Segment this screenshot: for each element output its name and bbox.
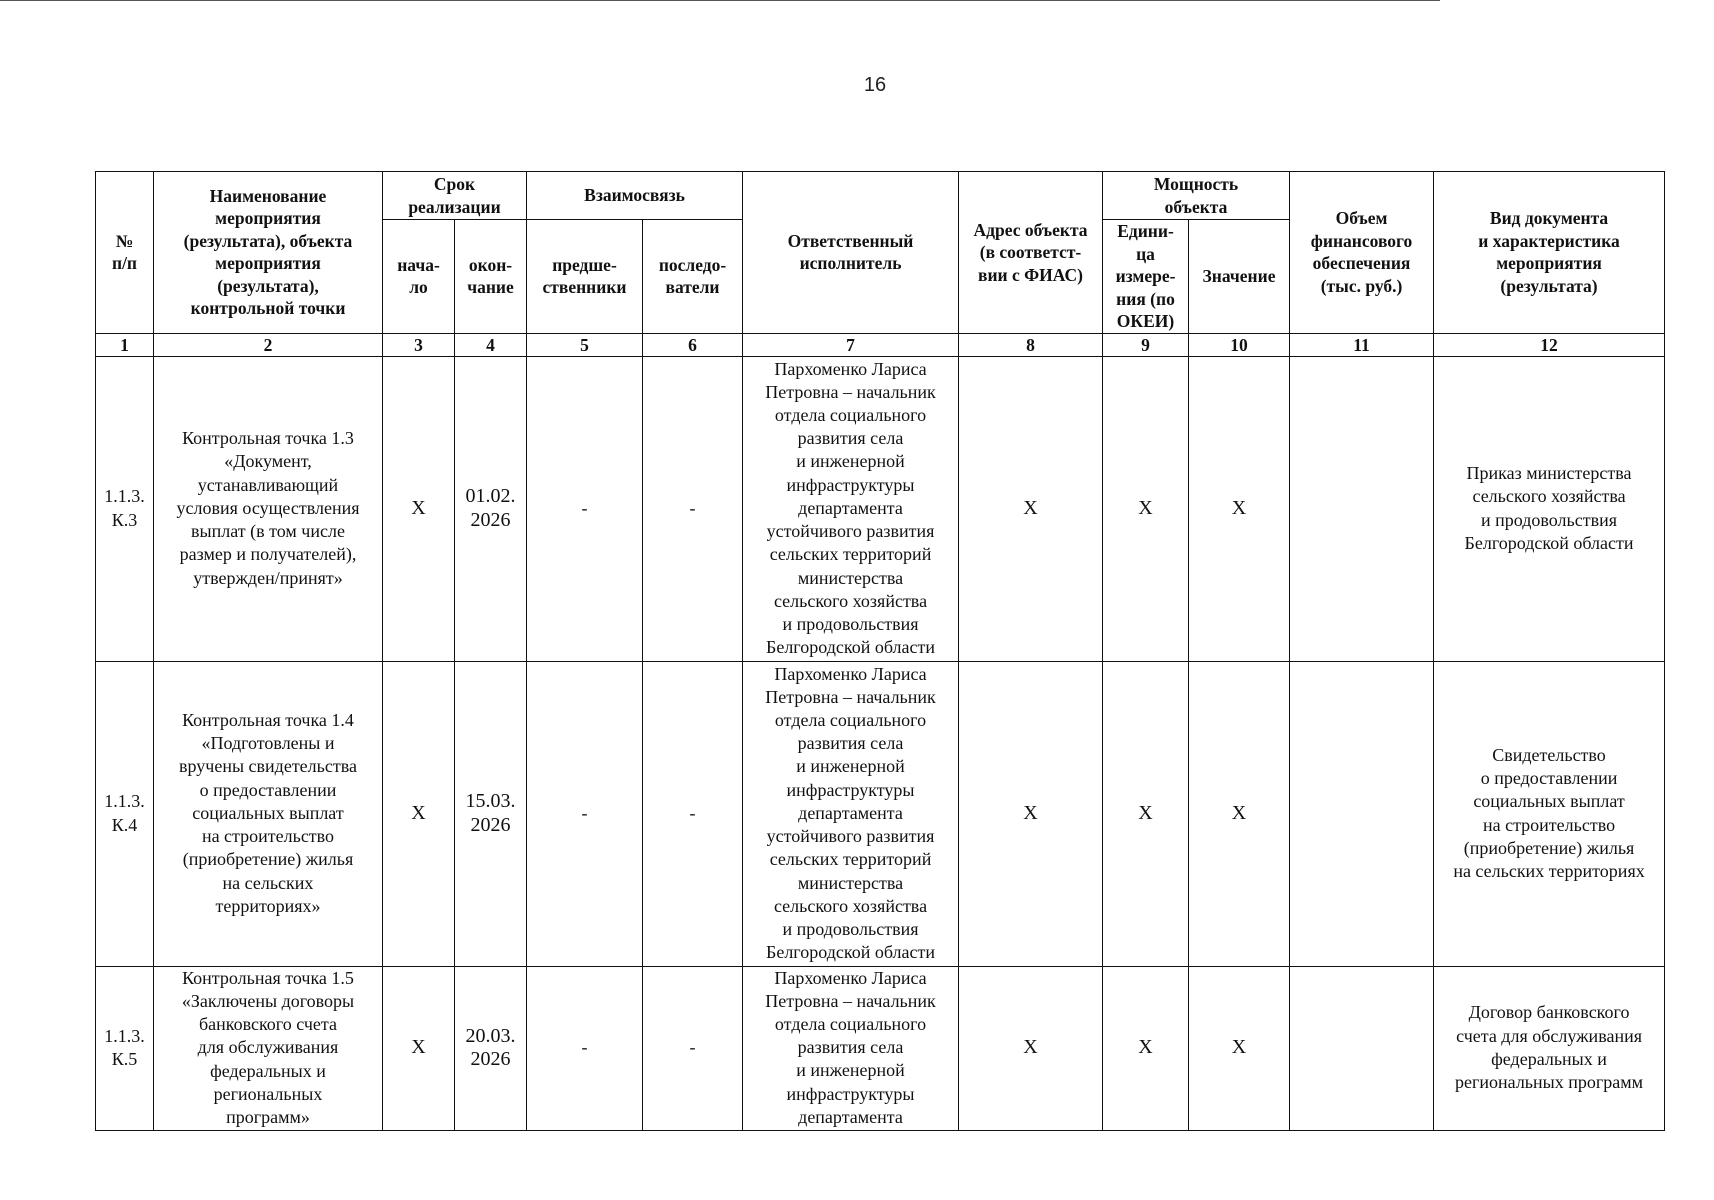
- header-term-group: Срок реализации: [383, 172, 527, 220]
- row-num: 1.1.3. К.3: [96, 356, 154, 661]
- row-end: 20.03. 2026: [455, 966, 527, 1130]
- row-start: Х: [383, 966, 455, 1130]
- schedule-table: [95, 171, 1665, 1131]
- header-link-pred: предше- ственники: [527, 220, 643, 334]
- row-unit: Х: [1103, 966, 1189, 1130]
- row-value: Х: [1189, 661, 1290, 966]
- header-doc: Вид документа и характеристика мероприятия (результата): [1434, 172, 1665, 334]
- row-start: Х: [383, 356, 455, 661]
- column-number: 4: [455, 333, 527, 356]
- column-number: 1: [96, 333, 154, 356]
- column-number: 5: [527, 333, 643, 356]
- row-num: 1.1.3. К.5: [96, 966, 154, 1130]
- header-cap-unit: Едини- ца измере- ния (по ОКЕИ): [1103, 220, 1189, 334]
- row-document: Свидетельство о предоставлении социальных выплат на строительство (приобретение) жилья на сельских территориях: [1434, 661, 1665, 966]
- column-number: 11: [1290, 333, 1434, 356]
- row-address: Х: [959, 966, 1103, 1130]
- row-value: Х: [1189, 356, 1290, 661]
- header-capacity-group: Мощность объекта: [1103, 172, 1290, 220]
- header-row-top: [96, 172, 1665, 220]
- row-address: Х: [959, 356, 1103, 661]
- top-rule: [0, 0, 1440, 1]
- column-number: 10: [1189, 333, 1290, 356]
- row-unit: Х: [1103, 661, 1189, 966]
- row-name: Контрольная точка 1.5 «Заключены договоры банковского счета для обслуживания федеральных и региональных программ»: [154, 966, 383, 1130]
- row-end: 01.02. 2026: [455, 356, 527, 661]
- header-num: № п/п: [96, 172, 154, 334]
- row-responsible: Пархоменко Лариса Петровна – начальник отдела социального развития села и инженерной инфраструктуры департамента: [743, 966, 959, 1130]
- row-value: Х: [1189, 966, 1290, 1130]
- column-number: 7: [743, 333, 959, 356]
- header-finance: Объем финансового обеспечения (тыс. руб.): [1290, 172, 1434, 334]
- column-number: 8: [959, 333, 1103, 356]
- row-responsible: Пархоменко Лариса Петровна – начальник отдела социального развития села и инженерной инфраструктуры департамента устойчивого развития сельских территорий министерства сельского хозяйства и продовольствия Белгородской области: [743, 661, 959, 966]
- header-term-start: нача- ло: [383, 220, 455, 334]
- table-row: [96, 661, 1665, 966]
- header-link-succ: последо- ватели: [643, 220, 743, 334]
- header-responsible: Ответственный исполнитель: [743, 172, 959, 334]
- row-successors: -: [643, 966, 743, 1130]
- column-number-row: [96, 333, 1665, 356]
- row-finance: [1290, 966, 1434, 1130]
- header-link-group: Взаимосвязь: [527, 172, 743, 220]
- column-number: 9: [1103, 333, 1189, 356]
- row-responsible: Пархоменко Лариса Петровна – начальник отдела социального развития села и инженерной инфраструктуры департамента устойчивого развития сельских территорий министерства сельского хозяйства и продовольствия Белгородской области: [743, 356, 959, 661]
- row-num: 1.1.3. К.4: [96, 661, 154, 966]
- header-cap-value: Значение: [1189, 220, 1290, 334]
- row-document: Договор банковского счета для обслуживания федеральных и региональных программ: [1434, 966, 1665, 1130]
- row-successors: -: [643, 356, 743, 661]
- row-address: Х: [959, 661, 1103, 966]
- row-name: Контрольная точка 1.3 «Документ, устанавливающий условия осуществления выплат (в том числе размер и получателей), утвержден/принят»: [154, 356, 383, 661]
- row-start: Х: [383, 661, 455, 966]
- table-row: [96, 356, 1665, 661]
- row-predecessors: -: [527, 356, 643, 661]
- row-successors: -: [643, 661, 743, 966]
- page-number: 16: [863, 74, 887, 96]
- column-number: 6: [643, 333, 743, 356]
- row-document: Приказ министерства сельского хозяйства и продовольствия Белгородской области: [1434, 356, 1665, 661]
- table-row: [96, 966, 1665, 1130]
- header-name: Наименование мероприятия (результата), объекта мероприятия (результата), контрольной точки: [154, 172, 383, 334]
- row-end: 15.03. 2026: [455, 661, 527, 966]
- column-number: 3: [383, 333, 455, 356]
- row-predecessors: -: [527, 966, 643, 1130]
- column-number: 12: [1434, 333, 1665, 356]
- row-finance: [1290, 356, 1434, 661]
- row-name: Контрольная точка 1.4 «Подготовлены и вручены свидетельства о предоставлении социальных выплат на строительство (приобретение) жилья на сельских территориях»: [154, 661, 383, 966]
- column-number: 2: [154, 333, 383, 356]
- row-unit: Х: [1103, 356, 1189, 661]
- header-address: Адрес объекта (в соответст- вии с ФИАС): [959, 172, 1103, 334]
- row-finance: [1290, 661, 1434, 966]
- row-predecessors: -: [527, 661, 643, 966]
- header-term-end: окон- чание: [455, 220, 527, 334]
